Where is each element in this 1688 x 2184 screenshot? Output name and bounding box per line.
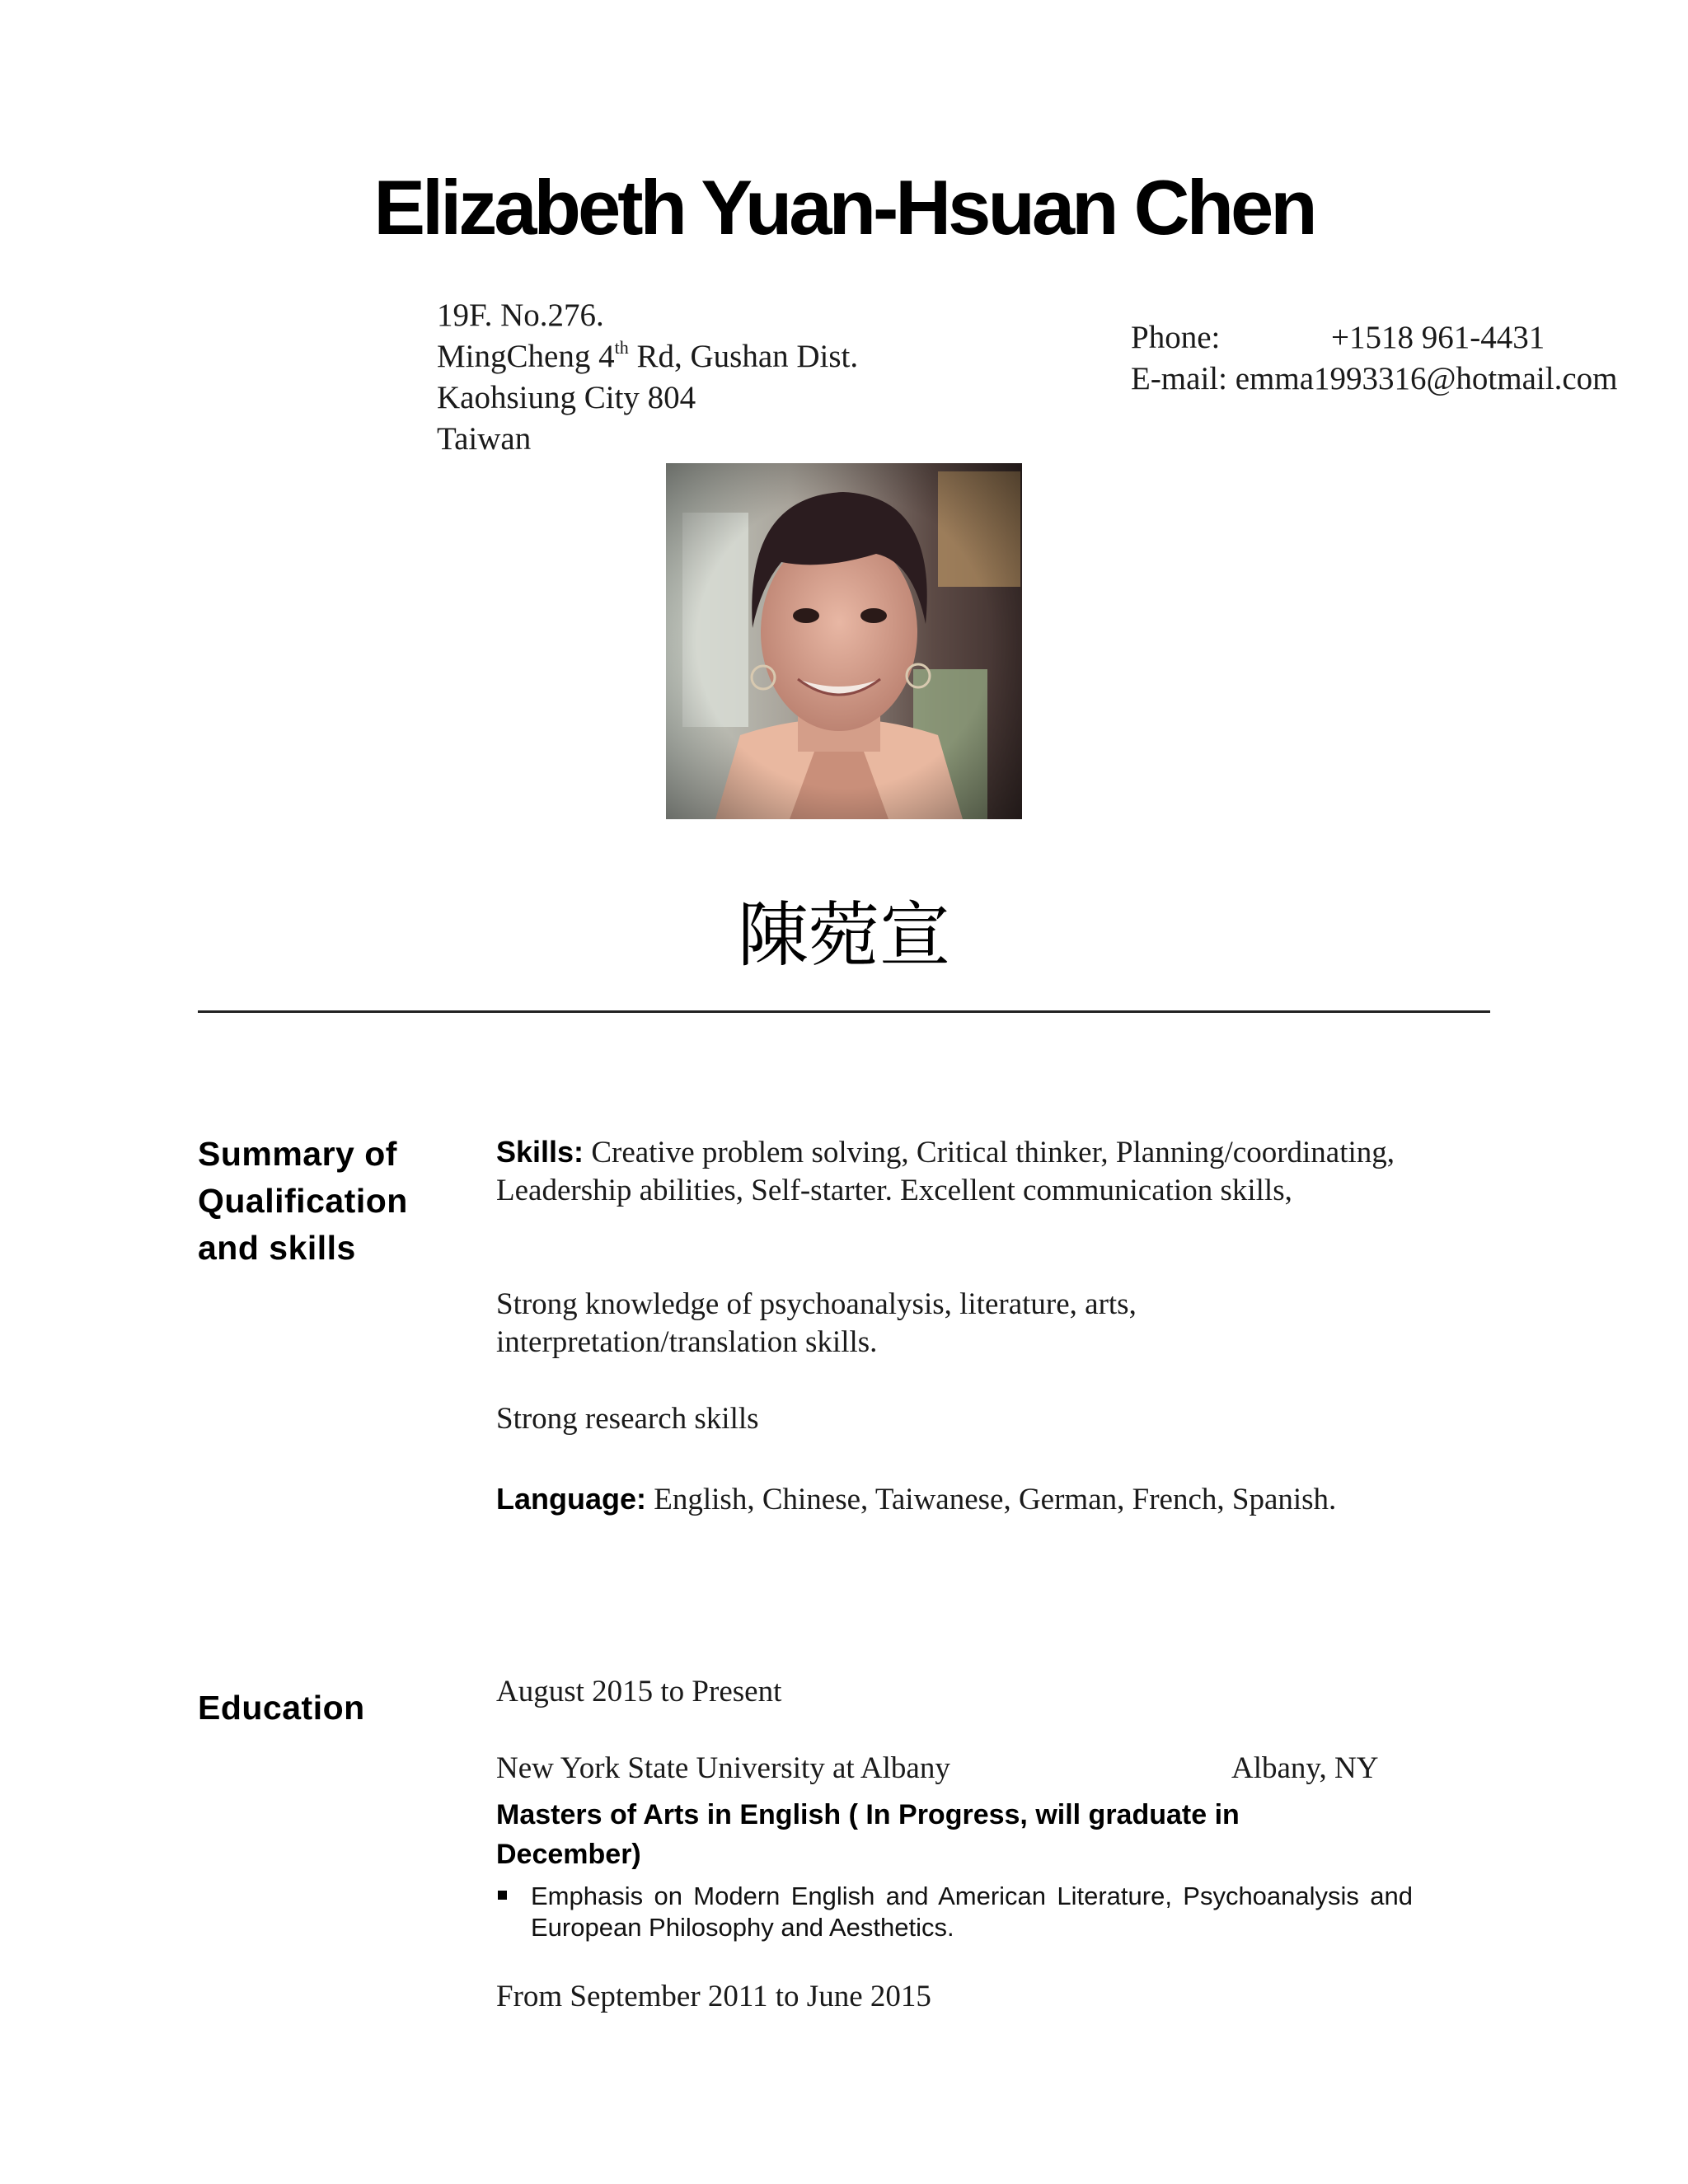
education-location-1: Albany, NY [1231,1751,1379,1785]
chinese-name: 陳菀宣 [738,894,950,977]
address-line-4: Taiwan [437,421,532,457]
education-dates-2: From September 2011 to June 2015 [496,1980,931,2013]
email-label: E-mail: [1131,361,1227,396]
skills-paragraph [496,1133,1428,1210]
address-line-3: Kaohsiung City 804 [437,380,696,415]
research-paragraph: Strong research skills [496,1402,759,1436]
education-heading: Education [198,1689,365,1727]
education-degree-1: Masters of Arts in English ( In Progress, will graduate in December) [496,1799,1240,1870]
education-dates-1: August 2015 to Present [496,1675,782,1708]
candidate-name: Elizabeth Yuan-Hsuan Chen [373,164,1315,251]
education-bullet-text: Emphasis on Modern English and American Literature, Psychoanalysis and European Philosophy and Aesthetics. [531,1882,1413,1942]
email-address: emma1993316@hotmail.com [1235,361,1618,396]
skills-text: Creative problem solving, Critical thinker, Planning/coordinating, Leadership abilities, Self-starter. Excellent communication skills, [496,1136,1395,1207]
language-paragraph [496,1480,1428,1519]
address-line-2: MingCheng 4th Rd, Gushan Dist. [437,337,859,374]
address-line-1: 19F. No.276. [437,298,604,333]
portrait-photo [666,463,1022,819]
education-school-1: New York State University at Albany [496,1751,950,1785]
phone-number: +1518 961-4431 [1331,320,1545,355]
postal-address [437,295,858,460]
email-row [1131,359,1617,400]
phone-row [1131,317,1617,359]
contact-info [1131,317,1617,400]
knowledge-paragraph: Strong knowledge of psychoanalysis, literature, arts, interpretation/translation skills. [496,1287,1137,1359]
phone-label: Phone: [1131,320,1221,355]
skills-label: Skills: [496,1135,584,1169]
language-label: Language: [496,1482,647,1516]
bullet-square-icon [498,1891,507,1900]
summary-heading: Summary of Qualification and skills [198,1135,408,1267]
header-divider [198,1010,1490,1013]
language-text: English, Chinese, Taiwanese, German, French, Spanish. [646,1483,1337,1516]
education-bullet-1 [496,1881,1413,1943]
